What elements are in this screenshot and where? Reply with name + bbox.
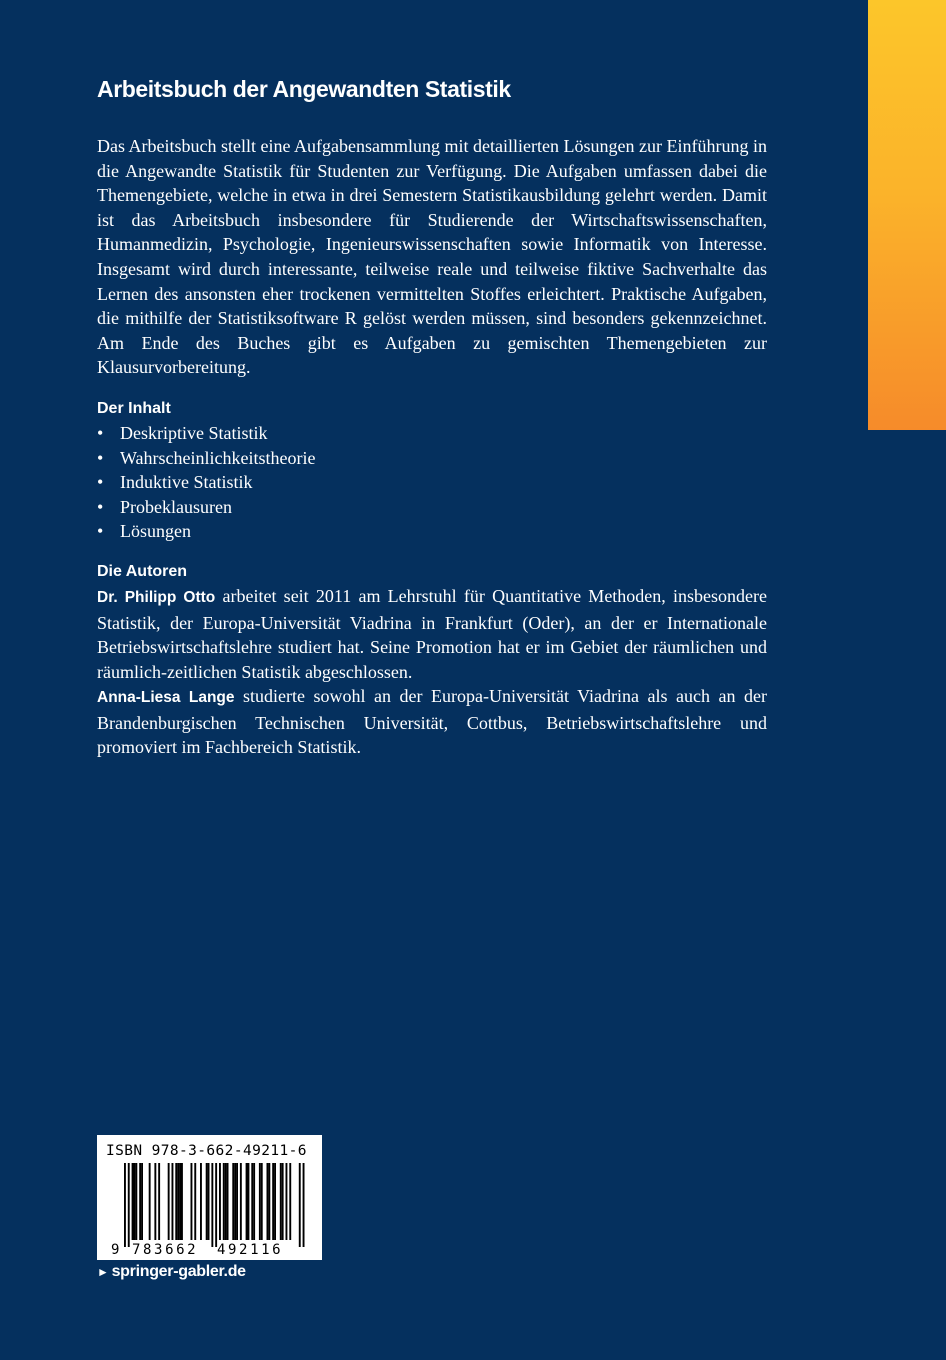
isbn-barcode [97,1135,322,1260]
barcode-bar [194,1163,196,1240]
barcode-guard-bar [299,1163,301,1247]
list-item [97,495,767,520]
barcode-bar [286,1163,288,1240]
barcode-bar [274,1163,276,1240]
list-item-label: Lösungen [120,521,191,542]
barcode-bar [149,1163,151,1240]
barcode-guard-bar [128,1163,130,1247]
barcode-bar [246,1163,248,1240]
barcode-bar [267,1163,269,1240]
author-bio-text: studierte sowohl an der Europa-Universität Viadrina als auch an der Brandenburgischen Technischen Universität, Cottbus, Betriebswirtschaftslehre und promoviert im Fachbereich Statistik. [97,686,767,758]
list-item [97,519,767,544]
barcode-bar [268,1163,270,1240]
book-title: Arbeitsbuch der Angewandten Statistik [97,76,511,102]
list-item [97,446,767,471]
barcode-bar [289,1163,291,1240]
barcode-bar [227,1163,229,1240]
barcode-bar [141,1163,143,1240]
barcode-bar [234,1163,236,1240]
barcode-bar [181,1163,183,1240]
barcode-bar [236,1163,238,1240]
barcode-guard-bar [124,1163,126,1247]
barcode-bar [135,1163,137,1240]
barcode-bar [175,1163,177,1240]
barcode-bar [206,1163,208,1240]
barcode-bar [225,1163,227,1240]
barcode-bar [259,1163,261,1240]
barcode-bar [200,1163,202,1240]
publisher-website[interactable] [97,1263,246,1281]
barcode-bar [223,1163,225,1240]
bullet-icon: • [97,521,104,542]
contents-heading: Der Inhalt [97,399,171,417]
list-item [97,421,767,446]
barcode-bar [272,1163,274,1240]
list-item-label: Probeklausuren [120,496,232,517]
barcode-bar [208,1163,210,1240]
arrow-right-icon: ► [97,1265,109,1279]
barcode-bar [280,1163,282,1240]
contents-list [97,421,767,544]
barcode-bar [168,1163,170,1240]
barcode-guard-bar [303,1163,305,1247]
barcode-bar [191,1163,193,1240]
barcode-bar [172,1163,174,1240]
barcode-bar [219,1163,221,1240]
back-cover-content [97,72,767,760]
website-label: springer-gabler.de [111,1263,246,1280]
barcode-first-digit: 9 [111,1242,120,1258]
author-name: Dr. Philipp Otto [97,588,216,606]
barcode-graphic [97,1135,322,1260]
bullet-icon: • [97,472,104,493]
author-name: Anna-Liesa Lange [97,689,235,707]
barcode-bar [248,1163,250,1240]
barcode-bar [240,1163,242,1240]
isbn-label: ISBN 978-3-662-49211-6 [106,1143,307,1159]
author-bio-otto [97,584,767,684]
barcode-bar [132,1163,134,1240]
list-item-label: Induktive Statistik [120,472,253,493]
barcode-bar [139,1163,141,1240]
bullet-icon: • [97,496,104,517]
list-item-label: Wahrscheinlichkeitstheorie [120,447,316,468]
barcode-bar [134,1163,136,1240]
accent-color-bar [868,0,946,430]
book-description: Das Arbeitsbuch stellt eine Aufgabensammlung mit detaillierten Lösungen zur Einführung in die Angewandte Statistik für Studenten zur Verfügung. Die Aufgaben umfassen dabei die Themengebiete, welche in etwa in drei Semestern Statistikausbildung gelehrt werden. Damit ist das Arbeitsbuch insbesondere für Studierende der Wirtschaftswissenschaften, Humanmedizin, Psychologie, Ingenieurswissenschaften sowie Informatik von Interesse. Insgesamt wird durch interessante, teilweise reale und teilweise fiktive Sachverhalte das Lernen des ansonsten eher trockenen vermittelten Stoffes erleichtert. Praktische Aufgaben, die mithilfe der Statistiksoftware R gelöst werden müssen, sind besonders gekennzeichnet. Am Ende des Buches gibt es Aufgaben zu gemischten Themengebieten zur Klausurvorbereitung. [97,136,767,378]
barcode-bar [158,1163,160,1240]
barcode-bar [154,1163,156,1240]
barcode-right-digits: 492116 [217,1242,284,1258]
bullet-icon: • [97,447,104,468]
list-item-label: Deskriptive Statistik [120,422,268,443]
barcode-bar [251,1163,253,1240]
barcode-bar [179,1163,181,1240]
barcode-guard-bar [215,1163,217,1247]
bullet-icon: • [97,422,104,443]
authors-heading: Die Autoren [97,562,188,580]
barcode-bar [261,1163,263,1240]
barcode-guard-bar [211,1163,213,1247]
author-bio-lange [97,684,767,760]
barcode-bar [253,1163,255,1240]
barcode-bar [282,1163,284,1240]
barcode-left-digits: 783662 [132,1242,199,1258]
barcode-bar [177,1163,179,1240]
list-item [97,470,767,495]
barcode-bar [232,1163,234,1240]
author-bio-text: arbeitet seit 2011 am Lehrstuhl für Quantitative Methoden, insbesondere Statistik, der Europa-Universität Viadrina in Frankfurt (Oder), an der er Internationale Betriebswirtschaftslehre studiert hat. Seine Promotion hat er im Gebiet der räumlichen und räumlich-zeitlichen Statistik abgeschlossen. [97,585,767,682]
